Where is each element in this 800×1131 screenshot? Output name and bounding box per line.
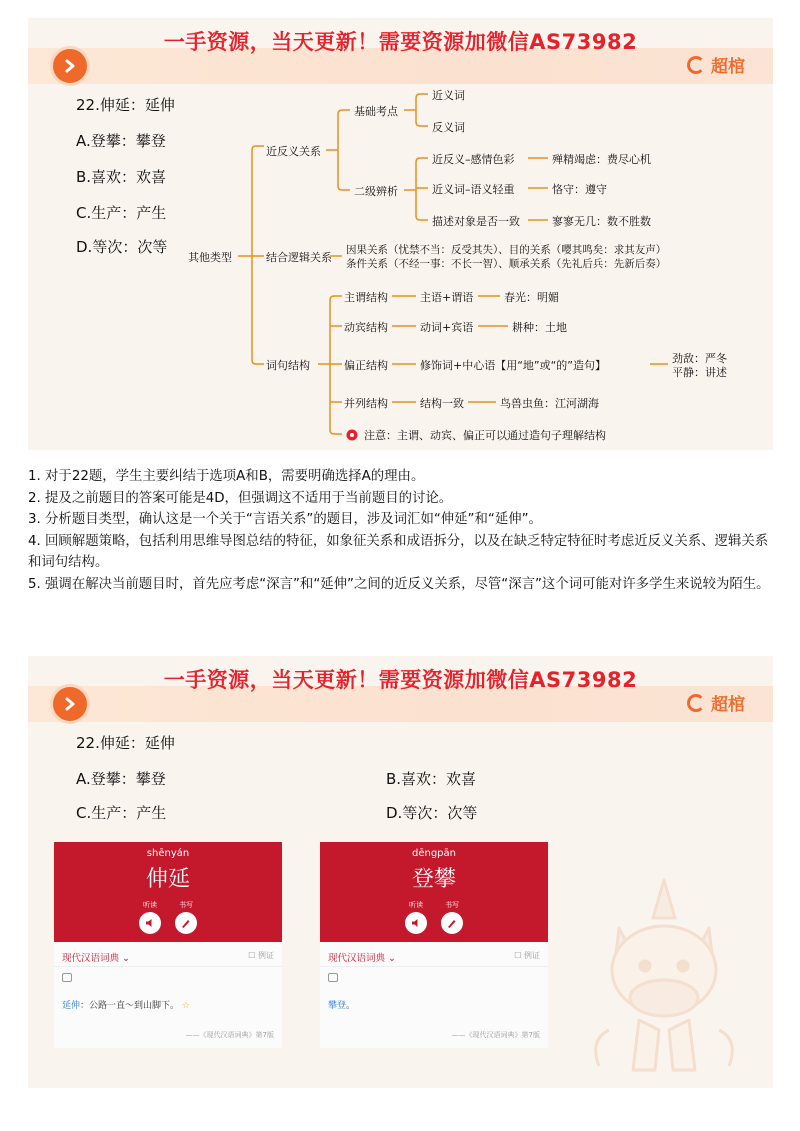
note-item: 3. 分析题目类型，确认这是一个关于“言语关系”的题目，涉及词汇如“伸延”和“延伸”。 [28,512,542,527]
citation: ——《现代汉语词典》第7版 [185,1031,274,1039]
mindmap-secondary-analysis: 二级辨析 [354,185,398,198]
mindmap-verb-object-example: 耕种：土地 [512,321,567,334]
example-link[interactable]: ☐ 例证 [514,951,540,960]
mascot-unicorn-icon [579,870,749,1080]
definition [62,998,190,1011]
mindmap-verb-object-form: 动词+宾语 [420,321,474,334]
mindmap-root: 其他类型 [188,251,232,264]
mindmap-antonym: 反义词 [432,121,465,134]
mindmap-note-text: 注意：主谓、动宾、偏正可以通过造句子理解结构 [364,429,606,442]
mindmap-weight: 近义词–语义轻重 [432,183,515,196]
dictionary-card-dengpan [320,842,548,1048]
note-item: 2. 提及之前题目的答案可能是4D，但强调这不适用于当前题目的讨论。 [28,490,453,506]
mindmap-verb-object: 动宾结构 [344,321,388,334]
slide-dictionary [28,656,773,1088]
listen-button[interactable] [405,900,427,934]
star-icon[interactable]: ☆ [181,1001,190,1011]
mindmap-weight-example: 恪守：遵守 [552,183,607,196]
next-arrow-icon[interactable] [50,684,90,724]
listen-button[interactable] [139,900,161,934]
watermark-text: 一手资源，当天更新！需要资源加微信AS73982 [163,30,638,54]
question-title: 22.伸延：延伸 [76,734,175,752]
brand-name: 超棺 [711,57,745,77]
pinyin: shēnyán [146,848,190,859]
mindmap-connectors [28,18,773,450]
speaker-icon [139,912,161,934]
mindmap-subject-predicate-form: 主语+谓语 [420,291,474,304]
question-title: 22.伸延：延伸 [76,96,175,114]
option-a: A.登攀：攀登 [76,132,166,150]
book-icon [328,973,338,982]
mindmap-branch-logic: 结合逻辑关系 [266,251,332,264]
mindmap-parallel-form: 结构一致 [420,397,464,410]
option-c: C.生产：产生 [76,204,167,222]
mindmap-subject-predicate-example: 春光：明媚 [504,291,559,304]
option-b: B.喜欢：欢喜 [386,770,477,788]
mindmap-note [346,427,606,443]
mindmap-branch-synonym: 近反义关系 [266,145,321,158]
note-item: 1. 对于22题，学生主要纠结于选项A和B，需要明确选择A的理由。 [28,469,425,484]
option-d: D.等次：次等 [386,804,478,822]
book-icon [62,973,72,982]
speaker-icon [405,912,427,934]
mindmap-parallel: 并列结构 [344,397,388,410]
write-label: 书写 [445,901,459,909]
pinyin: dēngpān [412,848,456,859]
definition-headword[interactable]: 延伸 [62,1001,81,1011]
note-item: 4. 回顾解题策略，包括利用思维导图总结的特征，如象征关系和成语拆分，以及在缺乏特定特征时考虑近反义关系、逻辑关系和词句结构。 [28,533,769,570]
mindmap-modifier-form: 修饰词+中心语【用“地”或“的”造句】 [420,359,607,372]
mindmap-logic-line2: 条件关系（不经一事：不长一智）、顺承关系（先礼后兵：先新后奏） [346,258,667,270]
mindmap-emotion-example: 殚精竭虑：费尽心机 [552,153,651,166]
write-label: 书写 [179,901,193,909]
listen-label: 听读 [143,901,157,909]
brand-name: 超棺 [711,695,745,715]
definition-headword[interactable]: 攀登 [328,1001,347,1011]
dictionary-source[interactable]: 现代汉语词典 ⌄ [328,953,396,964]
definition [328,998,355,1011]
divider [54,966,282,967]
write-button[interactable] [441,900,463,934]
brand-logo [687,690,745,715]
mindmap-object-example: 寥寥无几：数不胜数 [552,215,651,228]
option-d: D.等次：次等 [76,238,168,256]
option-b: B.喜欢：欢喜 [76,168,167,186]
example-link[interactable]: ☐ 例证 [248,951,274,960]
mindmap-parallel-example: 鸟兽虫鱼：江河湖海 [500,397,599,410]
mindmap-logic-line1: 因果关系（忧禁不当：反受其失）、目的关系（嘤其鸣矣：求其友声） [346,244,667,256]
headword: 伸延 [145,867,190,892]
mindmap-subject-predicate: 主谓结构 [344,291,388,304]
brush-icon [175,912,197,934]
dictionary-card-shenyan [54,842,282,1048]
write-button[interactable] [175,900,197,934]
definition-text: ：公路一直～到山脚下。 [80,1001,180,1011]
dictionary-header [320,842,548,942]
option-a: A.登攀：攀登 [76,770,166,788]
lecture-notes [28,466,773,595]
mindmap-branch-structure: 词句结构 [266,359,310,372]
brand-g-icon [687,694,705,712]
mindmap-modifier: 偏正结构 [344,359,388,372]
definition-text: 。 [346,1001,356,1011]
mindmap-emotion-color: 近反义–感情色彩 [432,153,515,166]
note-icon [346,429,358,441]
dictionary-header [54,842,282,942]
divider [320,966,548,967]
note-item: 5. 强调在解决当前题目时，首先应考虑“深言”和“延伸”之间的近反义关系，尽管“深言”这个词可能对许多学生来说较为陌生。 [28,576,770,592]
dictionary-source[interactable]: 现代汉语词典 ⌄ [62,953,130,964]
headword: 登攀 [411,867,456,892]
option-c: C.生产：产生 [76,804,167,822]
watermark-text: 一手资源，当天更新！需要资源加微信AS73982 [163,668,638,692]
brush-icon [441,912,463,934]
mindmap-modifier-example1: 劲敌：严冬 [672,352,727,365]
citation: ——《现代汉语词典》第7版 [451,1031,540,1039]
slide-mindmap [28,18,773,450]
mindmap-synonym: 近义词 [432,89,465,102]
listen-label: 听读 [409,901,423,909]
mindmap-basic-points: 基础考点 [354,105,398,118]
mindmap-object: 描述对象是否一致 [432,215,520,228]
mindmap-modifier-example2: 平静：讲述 [672,366,727,379]
